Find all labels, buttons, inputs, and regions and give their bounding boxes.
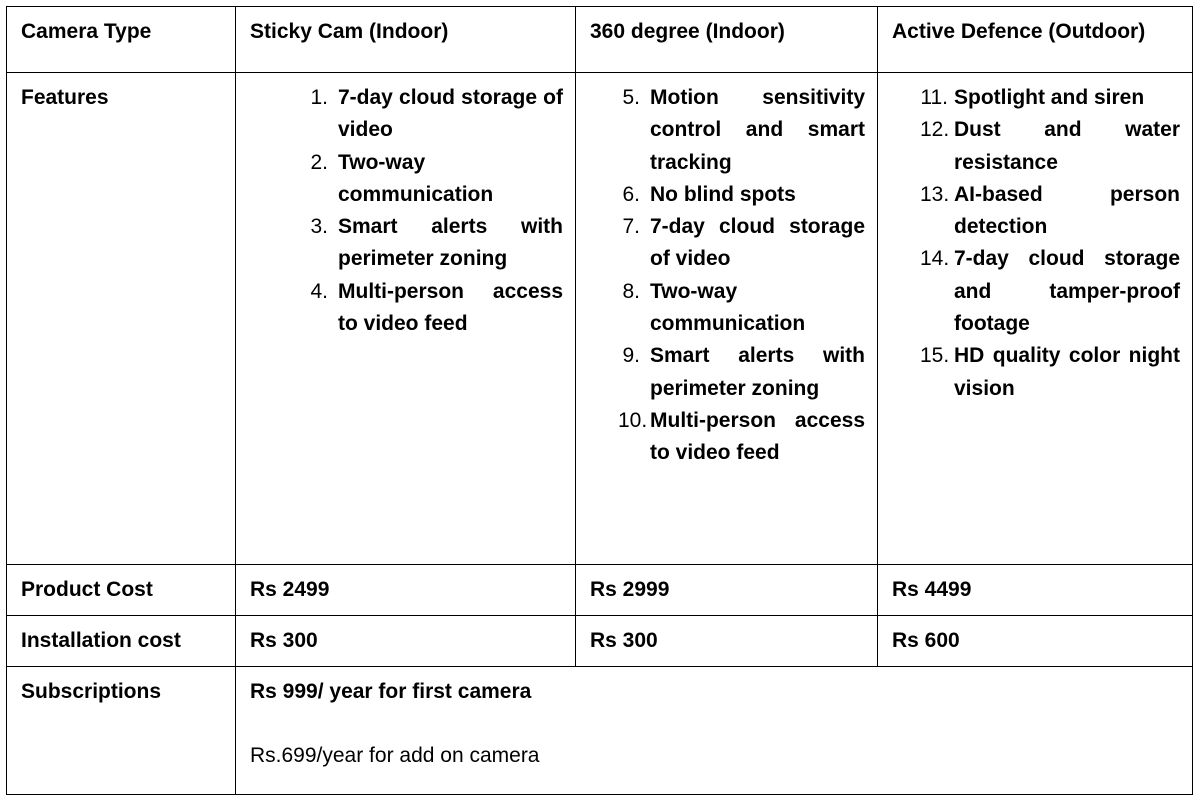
feature-item <box>920 243 1180 340</box>
feature-number: 14. <box>920 247 950 271</box>
product-cost-row <box>7 565 1193 616</box>
feature-item <box>294 276 563 341</box>
document-page <box>6 6 1192 794</box>
row-label-camera-type: Camera Type <box>7 7 236 73</box>
installation-cost-sticky-cam: Rs 300 <box>236 616 576 667</box>
features-cell-360-degree <box>576 73 878 565</box>
feature-text: Motion sensitivity control and smart tracking <box>650 86 865 174</box>
installation-cost-active-defence: Rs 600 <box>878 616 1193 667</box>
feature-item <box>294 147 563 212</box>
feature-number: 5. <box>622 86 640 109</box>
product-cost-sticky-cam: Rs 2499 <box>236 565 576 616</box>
feature-text: Two-way communication <box>650 279 806 336</box>
subscription-first-camera: Rs 999/ year for first camera <box>250 680 532 703</box>
feature-text: Smart alerts with perimeter zoning <box>338 215 563 271</box>
feature-text: 7-day cloud storage of video <box>338 86 563 142</box>
product-cost-active-defence: Rs 4499 <box>878 565 1193 616</box>
feature-item <box>294 82 563 147</box>
feature-item <box>618 82 865 179</box>
feature-number: 12. <box>920 118 950 142</box>
feature-text: AI-based person detection <box>954 182 1180 239</box>
column-header-sticky-cam: Sticky Cam (Indoor) <box>236 7 576 73</box>
feature-number: 3. <box>310 215 328 239</box>
feature-number: 1. <box>310 86 328 109</box>
feature-number: 15. <box>920 344 950 368</box>
feature-number: 4. <box>310 279 328 303</box>
row-label-product-cost: Product Cost <box>7 565 236 616</box>
feature-number: 6. <box>622 182 640 206</box>
features-cell-sticky-cam <box>236 73 576 565</box>
feature-number: 2. <box>310 150 328 174</box>
subscriptions-cell <box>236 667 1193 795</box>
camera-comparison-table <box>6 6 1193 795</box>
feature-item <box>920 114 1180 179</box>
column-header-active-defence: Active Defence (Outdoor) <box>878 7 1193 73</box>
feature-number: 7. <box>622 215 640 239</box>
feature-item <box>920 179 1180 244</box>
header-row <box>7 7 1193 73</box>
subscriptions-row <box>7 667 1193 795</box>
feature-text: Multi-person access to video feed <box>338 279 563 336</box>
feature-number: 13. <box>920 182 950 206</box>
feature-number: 11. <box>920 86 948 109</box>
product-cost-360-degree: Rs 2999 <box>576 565 878 616</box>
feature-text: Smart alerts with perimeter zoning <box>650 344 865 400</box>
feature-text: 7-day cloud storage and tamper-proof footage <box>954 247 1180 336</box>
feature-text: Two-way communication <box>338 150 494 206</box>
feature-list-360-degree <box>590 82 865 470</box>
feature-text: Spotlight and siren <box>954 86 1145 109</box>
subscription-add-on-camera: Rs.699/year for add on camera <box>250 744 540 768</box>
feature-text: HD quality color night vision <box>954 344 1180 400</box>
feature-number: 8. <box>622 279 640 303</box>
row-label-subscriptions: Subscriptions <box>7 667 236 795</box>
feature-item <box>618 179 865 211</box>
feature-number: 9. <box>622 344 640 368</box>
installation-cost-360-degree: Rs 300 <box>576 616 878 667</box>
feature-text: No blind spots <box>650 182 796 206</box>
row-label-installation-cost: Installation cost <box>7 616 236 667</box>
feature-text: Dust and water resistance <box>954 118 1180 174</box>
feature-item <box>618 340 865 405</box>
feature-item <box>618 405 865 470</box>
features-cell-active-defence <box>878 73 1193 565</box>
feature-number: 10. <box>618 408 648 432</box>
installation-cost-row <box>7 616 1193 667</box>
features-row <box>7 73 1193 565</box>
feature-item <box>618 276 865 341</box>
row-label-features: Features <box>7 73 236 565</box>
feature-item <box>920 340 1180 405</box>
feature-item <box>618 211 865 276</box>
feature-item <box>920 82 1180 114</box>
column-header-360-degree: 360 degree (Indoor) <box>576 7 878 73</box>
feature-list-active-defence <box>892 82 1180 405</box>
feature-item <box>294 211 563 276</box>
feature-list-sticky-cam <box>250 82 563 340</box>
feature-text: Multi-person access to video feed <box>650 408 865 465</box>
feature-text: 7-day cloud storage of video <box>650 215 865 271</box>
